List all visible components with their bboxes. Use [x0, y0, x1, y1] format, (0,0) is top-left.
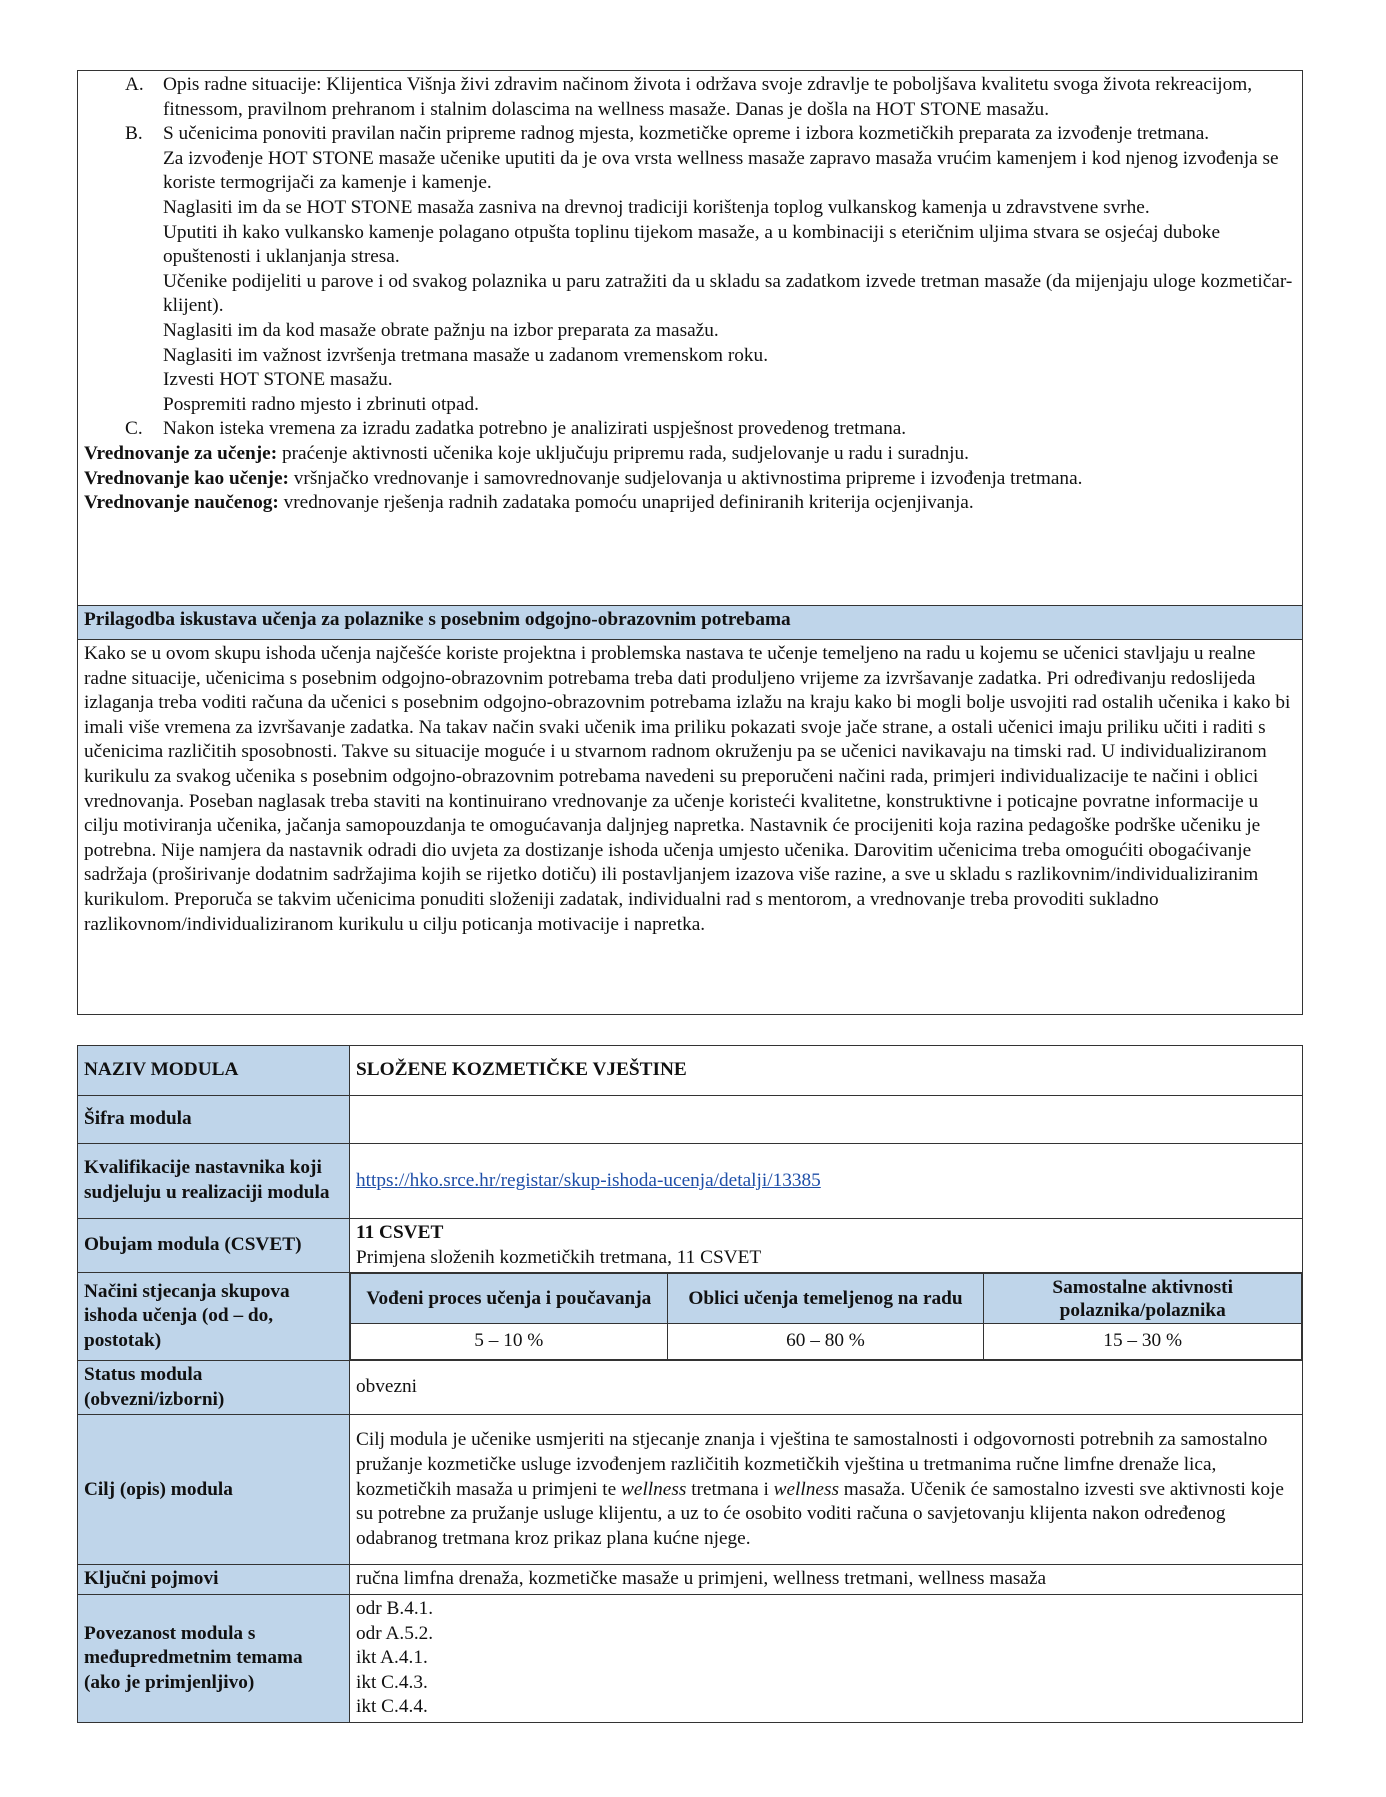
teachers-label: Kvalifikacije nastavnika koji sudjeluju u realizaciji modula	[78, 1144, 350, 1219]
activity-marker: A.	[125, 74, 144, 95]
activities-table	[77, 70, 1303, 1015]
goal-text: tretmana i	[686, 1478, 774, 1500]
evaluation-label: Vrednovanje za učenje:	[84, 442, 278, 464]
goal-emphasis: wellness	[773, 1478, 839, 1500]
evaluation-item	[84, 442, 1296, 467]
cross-topic-item: ikt C.4.3.	[356, 1671, 428, 1693]
methods-value: 5 – 10 %	[351, 1324, 668, 1360]
evaluation-text: vršnjačko vrednovanje i samovrednovanje sudjelovanja u aktivnostima pripreme i izvođenja tretmana.	[288, 467, 1083, 489]
status-label: Status modula (obvezni/izborni)	[78, 1361, 350, 1415]
evaluation-label: Vrednovanje kao učenje:	[84, 467, 289, 489]
volume-label: Obujam modula (CSVET)	[78, 1219, 350, 1273]
volume-detail: Primjena složenih kozmetičkih tretmana, 11 CSVET	[356, 1246, 762, 1268]
volume-value: 11 CSVET	[356, 1222, 444, 1243]
goal-text: masaža. Učenik će samostalno izvesti sve aktivnosti koje su potrebne za pružanje usluge klijentu, a uz to će osobito voditi računa o savjetovanju klijenta nakon određenog odabranog tretmana kroz prikaz plana kućne njege.	[356, 1478, 1284, 1549]
activities-cell	[78, 71, 1303, 606]
cross-topics-list	[350, 1594, 1303, 1722]
volume-cell	[350, 1219, 1303, 1273]
module-name-label: NAZIV MODULA	[78, 1046, 350, 1096]
methods-header: Oblici učenja temeljenog na radu	[667, 1274, 984, 1324]
evaluation-label: Vrednovanje naučenog:	[84, 492, 279, 514]
keywords-label: Ključni pojmovi	[78, 1565, 350, 1595]
status-value: obvezni	[350, 1361, 1303, 1415]
module-name-value: SLOŽENE KOZMETIČKE VJEŠTINE	[350, 1046, 1303, 1096]
goal-text: Cilj modula je učenike usmjeriti na stjecanje znanja i vještina te samostalnosti i odgovornosti potrebnih za samostalno pružanje kozmetičke usluge izvođenjem različitih kozmetičkih vještina u tretmanima ručne limfne drenaže lica, kozmetičkih masaža u primjeni te	[356, 1429, 1268, 1500]
activity-line: Naglasiti im da kod masaže obrate pažnju na izbor preparata za masažu.	[163, 319, 719, 341]
methods-value: 60 – 80 %	[667, 1324, 984, 1360]
cross-topics-label: Povezanost modula s međupredmetnim temama (ako je primjenljivo)	[78, 1594, 350, 1722]
activity-line: Izvesti HOT STONE masažu.	[163, 369, 393, 391]
module-code-value	[350, 1096, 1303, 1144]
activity-line: Učenike podijeliti u parove i od svakog polaznika u paru zatražiti da u skladu sa zadatkom izvede tretman masaže (da mijenjaju uloge kozmetičar-klijent).	[163, 270, 1293, 317]
module-code-label: Šifra modula	[78, 1096, 350, 1144]
activity-line: Naglasiti im da se HOT STONE masaža zasniva na drevnoj tradiciji korištenja toplog vulkanskog kamenja u zdravstvene svrhe.	[163, 196, 1150, 218]
cross-topic-item: ikt A.4.1.	[356, 1647, 428, 1669]
evaluation-item	[84, 467, 1296, 492]
goal-label: Cilj (opis) modula	[78, 1415, 350, 1565]
adaptation-heading: Prilagodba iskustava učenja za polaznike s posebnim odgojno-obrazovnim potrebama	[78, 606, 1303, 640]
cross-topic-item: odr A.5.2.	[356, 1622, 434, 1644]
activity-line: Naglasiti im važnost izvršenja tretmana masaže u zadanom vremenskom roku.	[163, 344, 769, 366]
adaptation-text: Kako se u ovom skupu ishoda učenja najčešće koriste projektna i problemska nastava te učenje temeljeno na radu u kojemu se učenici stavljaju u realne radne situacije, učenicima s posebnim odgojno-obrazovnim potrebama treba dati produljeno vrijeme za izvršavanje zadatka. Pri određivanju redoslijeda izlaganja treba voditi računa da učenici s posebnim odgojno-obrazovnim potrebama izlažu na kraju kako bi mogli bolje usvojiti rad ostalih učenika i kako bi imali više vremena za izvršavanje zadatka. Na takav način svaki učenik ima priliku pokazati svoje jače strane, a ostali učenici imaju priliku učiti i raditi s učenicima različitih sposobnosti. Takve su situacije moguće i u stvarnom radnom okruženju pa se učenici navikavaju na timski rad. U individualiziranom kurikulu za svakog učenika s posebnim odgojno-obrazovnim potrebama navedeni su preporučeni načini rada, primjeri individualizacije te načini i oblici vrednovanja. Poseban naglasak treba staviti na kontinuirano vrednovanje za učenje koristeći kvalitetne, konstruktivne i poticajne povratne informacije u cilju motiviranja učenika, jačanja samopouzdanja te omogućavanja daljnjeg napretka. Nastavnik će procijeniti koja razina pedagoške podrške učeniku je potrebna. Nije namjera da nastavnik odradi dio uvjeta za dostizanje ishoda učenja umjesto učenika. Darovitim učenicima treba omogućiti obogaćivanje sadržaja (proširivanje dodatnim sadržajima kojih se rijetko dotiču) ili postavljanjem izazova više razine, a sve u skladu s razlikovnim/individualiziranim kurikulom. Preporuča se takvim učenicima ponuditi složeniji zadatak, individualni rad s mentorom, a vrednovanje treba provoditi sukladno razlikovnom/individualiziranom kurikulu u cilju poticanja motivacije i napretka.	[78, 640, 1303, 1015]
activity-line: Za izvođenje HOT STONE masaže učenike uputiti da je ova vrsta wellness masaže zapravo masaža vrućim kamenjem i kod njenog izvođenja se koriste termogrijači za kamenje i kamenje.	[163, 147, 1279, 194]
methods-header: Vođeni proces učenja i poučavanja	[351, 1274, 668, 1324]
activity-line: S učenicima ponoviti pravilan način pripreme radnog mjesta, kozmetičke opreme i izbora kozmetičkih preparata za izvođenje tretmana.	[163, 123, 1210, 145]
activity-marker: B.	[125, 123, 143, 145]
methods-header: Samostalne aktivnosti polaznika/polaznika	[984, 1274, 1302, 1324]
teachers-link[interactable]: https://hko.srce.hr/registar/skup-ishoda-ucenja/detalji/13385	[356, 1169, 821, 1191]
cross-topic-item: odr B.4.1.	[356, 1597, 434, 1619]
keywords-value: ručna limfna drenaža, kozmetičke masaže u primjeni, wellness tretmani, wellness masaža	[350, 1565, 1303, 1595]
evaluation-text: vrednovanje rješenja radnih zadataka pomoću unaprijed definiranih kriterija ocjenjivanja.	[278, 492, 974, 514]
activity-item-a	[84, 73, 1296, 122]
evaluation-item	[84, 491, 1296, 516]
activity-item-c	[84, 417, 1296, 442]
activity-item-b	[84, 122, 1296, 417]
activity-line: Uputiti ih kako vulkansko kamenje polagano otpušta toplinu tijekom masaže, a u kombinaciji s eteričnim uljima stvara se osjećaj duboke opuštenosti i uklanjanja stresa.	[163, 221, 1221, 268]
activity-list	[84, 73, 1296, 442]
teachers-cell	[350, 1144, 1303, 1219]
activity-line: Opis radne situacije: Klijentica Višnja živi zdravim načinom života i održava svoje zdravlje te poboljšava kvalitetu svoga života rekreacijom, fitnessom, pravilnom prehranom i stalnim dolascima na wellness masaže. Danas je došla na HOT STONE masažu.	[163, 74, 1253, 120]
activity-line: Pospremiti radno mjesto i zbrinuti otpad.	[163, 393, 479, 415]
activity-marker: C.	[125, 418, 143, 440]
goal-value	[350, 1415, 1303, 1565]
module-table	[77, 1045, 1303, 1723]
methods-subtable	[350, 1273, 1302, 1360]
methods-label: Načini stjecanja skupova ishoda učenja (od – do, postotak)	[78, 1273, 350, 1361]
methods-cell	[350, 1273, 1303, 1361]
activity-line: Nakon isteka vremena za izradu zadatka potrebno je analizirati uspješnost provedenog tretmana.	[163, 418, 907, 440]
goal-emphasis: wellness	[621, 1478, 687, 1500]
cross-topic-item: ikt C.4.4.	[356, 1696, 428, 1718]
methods-value: 15 – 30 %	[984, 1324, 1302, 1360]
evaluation-block	[84, 442, 1296, 516]
evaluation-text: praćenje aktivnosti učenika koje uključuju pripremu rada, sudjelovanje u radu i suradnju.	[277, 442, 969, 464]
